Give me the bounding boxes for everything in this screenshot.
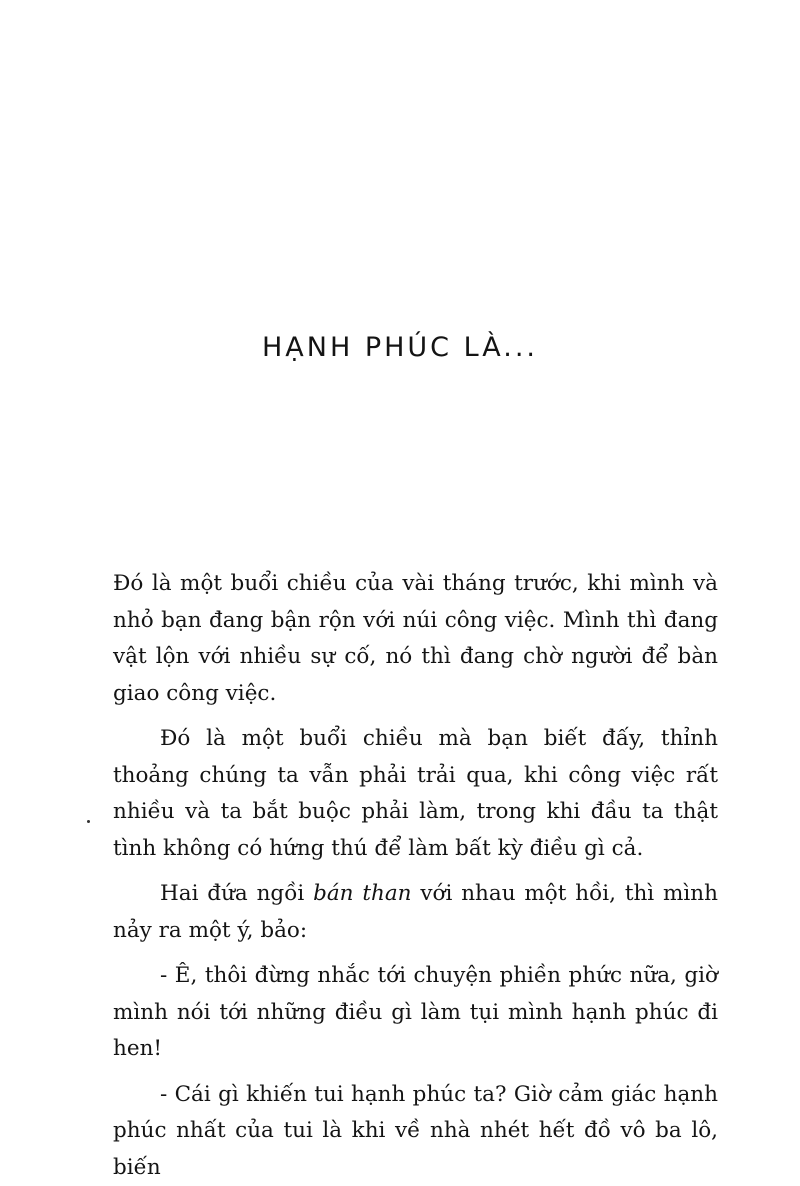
paragraph-3-before: Hai đứa ngồi (160, 881, 313, 906)
paragraph-1: Đó là một buổi chiều của vài tháng trước, khi mình và nhỏ bạn đang bận rộn với núi công việc. Mình thì đang vật lộn với nhiều sự cố, nó thì đang chờ người để bàn giao công việc. (113, 566, 718, 712)
chapter-title: HẠNH PHÚC LÀ... (0, 332, 800, 363)
paragraph-3 (113, 876, 718, 949)
paragraph-3-italic: bán than (313, 881, 411, 906)
chapter-body (113, 566, 718, 1186)
paragraph-5-dialogue: - Cái gì khiến tui hạnh phúc ta? Giờ cảm giác hạnh phúc nhất của tui là khi về nhà nhét hết đồ vô ba lô, biến (113, 1077, 718, 1186)
paragraph-2: Đó là một buổi chiều mà bạn biết đấy, thỉnh thoảng chúng ta vẫn phải trải qua, khi công việc rất nhiều và ta bắt buộc phải làm, trong khi đầu ta thật tình không có hứng thú để làm bất kỳ điều gì cả. (113, 721, 718, 867)
paragraph-4-dialogue: - Ê, thôi đừng nhắc tới chuyện phiền phức nữa, giờ mình nói tới những điều gì làm tụi mình hạnh phúc đi hen! (113, 958, 718, 1068)
paragraph-3-after: với nhau một hồi, thì mình nảy ra một ý, bảo: (113, 881, 718, 943)
scan-speck (87, 820, 90, 823)
